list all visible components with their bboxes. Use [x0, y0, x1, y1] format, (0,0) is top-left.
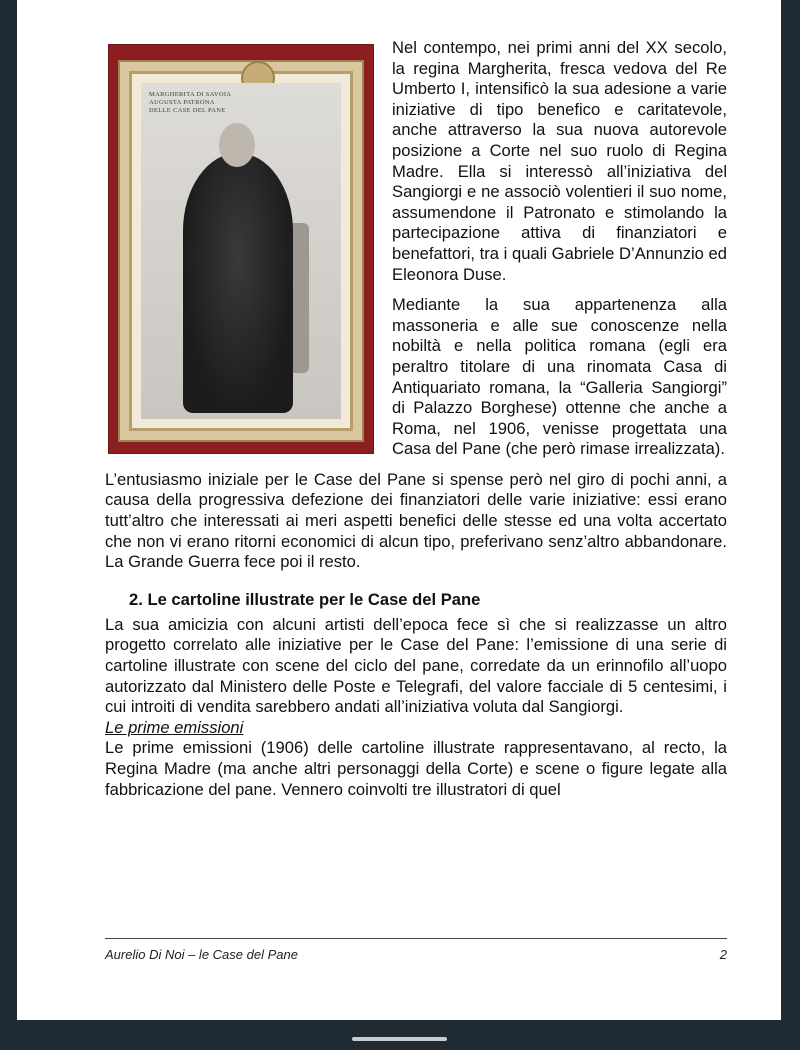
queen-figure: [183, 153, 293, 413]
postcard-image: [108, 44, 374, 454]
queen-head: [219, 123, 255, 167]
subheading: Le prime emissioni: [105, 717, 244, 737]
page-footer: [105, 947, 727, 962]
portrait-plate: [141, 83, 341, 419]
document-page: [17, 0, 781, 1020]
caption-line: AUGUSTA PATRONA: [149, 99, 215, 106]
caption-line: DELLE CASE DEL PANE: [149, 107, 226, 114]
paragraph-2: Mediante la sua appartenenza alla massoneria e alle sue conoscenze nella nobiltà e nella politica romana (egli era peraltro titolare di una rinomata Casa di Antiquariato romana, la “Galleria Sangiorgi” di Palazzo Borghese) ottenne che anche a Roma, nel 1906, venisse progettata una Casa del Pane (che però rimase irrealizzata).: [392, 295, 727, 459]
page-number: 2: [719, 947, 727, 962]
footer-author: Aurelio Di Noi – le Case del Pane: [105, 947, 298, 962]
home-indicator[interactable]: [352, 1037, 447, 1041]
section-heading: 2. Le cartoline illustrate per le Case del Pane: [129, 589, 481, 609]
paragraph-5: Le prime emissioni (1906) delle cartoline illustrate rappresentavano, al recto, la Regina Madre (ma anche altri personaggi della Corte) e scene o figure legate alla fabbricazione del pane. Vennero coinvolti tre illustratori di quel: [105, 738, 727, 799]
paragraph-1: Nel contempo, nei primi anni del XX secolo, la regina Margherita, fresca vedova del Re Umberto I, intensificò la sua adesione a varie iniziative di tipo benefico e caritatevole, anche attraverso la sua nuova autorevole posizione a Corte nel suo ruolo di Regina Madre. Ella si interessò all’iniziativa del Sangiorgi e ne associò volentieri il suo nome, assumendone il Patronato e stimolando la partecipazione attiva di finanziatori e benefattori, tra i quali Gabriele D’Annunzio ed Eleonora Duse.: [392, 38, 727, 284]
caption-line: MARGHERITA DI SAVOIA: [149, 91, 232, 98]
footer-divider: [105, 938, 727, 939]
ornate-frame: [120, 62, 362, 440]
postcard-caption: [149, 91, 299, 115]
paragraph-4: La sua amicizia con alcuni artisti dell’epoca fece sì che si realizzasse un altro progetto correlato alle iniziative per le Case del Pane: l’emissione di una serie di cartoline illustrate con scene del ciclo del pane, corredate da un erinnofilo all’uopo autorizzato dal Ministero delle Poste e Telegrafi, del valore facciale di 5 centesimi, i cui introiti di vendita sarebbero andati all’iniziativa voluta dal Sangiorgi.: [105, 614, 727, 717]
paragraph-3: L’entusiasmo iniziale per le Case del Pane si spense però nel giro di pochi anni, a causa della progressiva defezione dei finanziatori delle varie iniziative: essi erano tutt’altro che interessati ai meri aspetti benefici delle stesse ed una volta accertato che non vi erano ritorni economici di alcun tipo, preferivano senz’altro abbandonare. La Grande Guerra fece poi il resto.: [105, 469, 727, 572]
page-content: [105, 38, 727, 800]
